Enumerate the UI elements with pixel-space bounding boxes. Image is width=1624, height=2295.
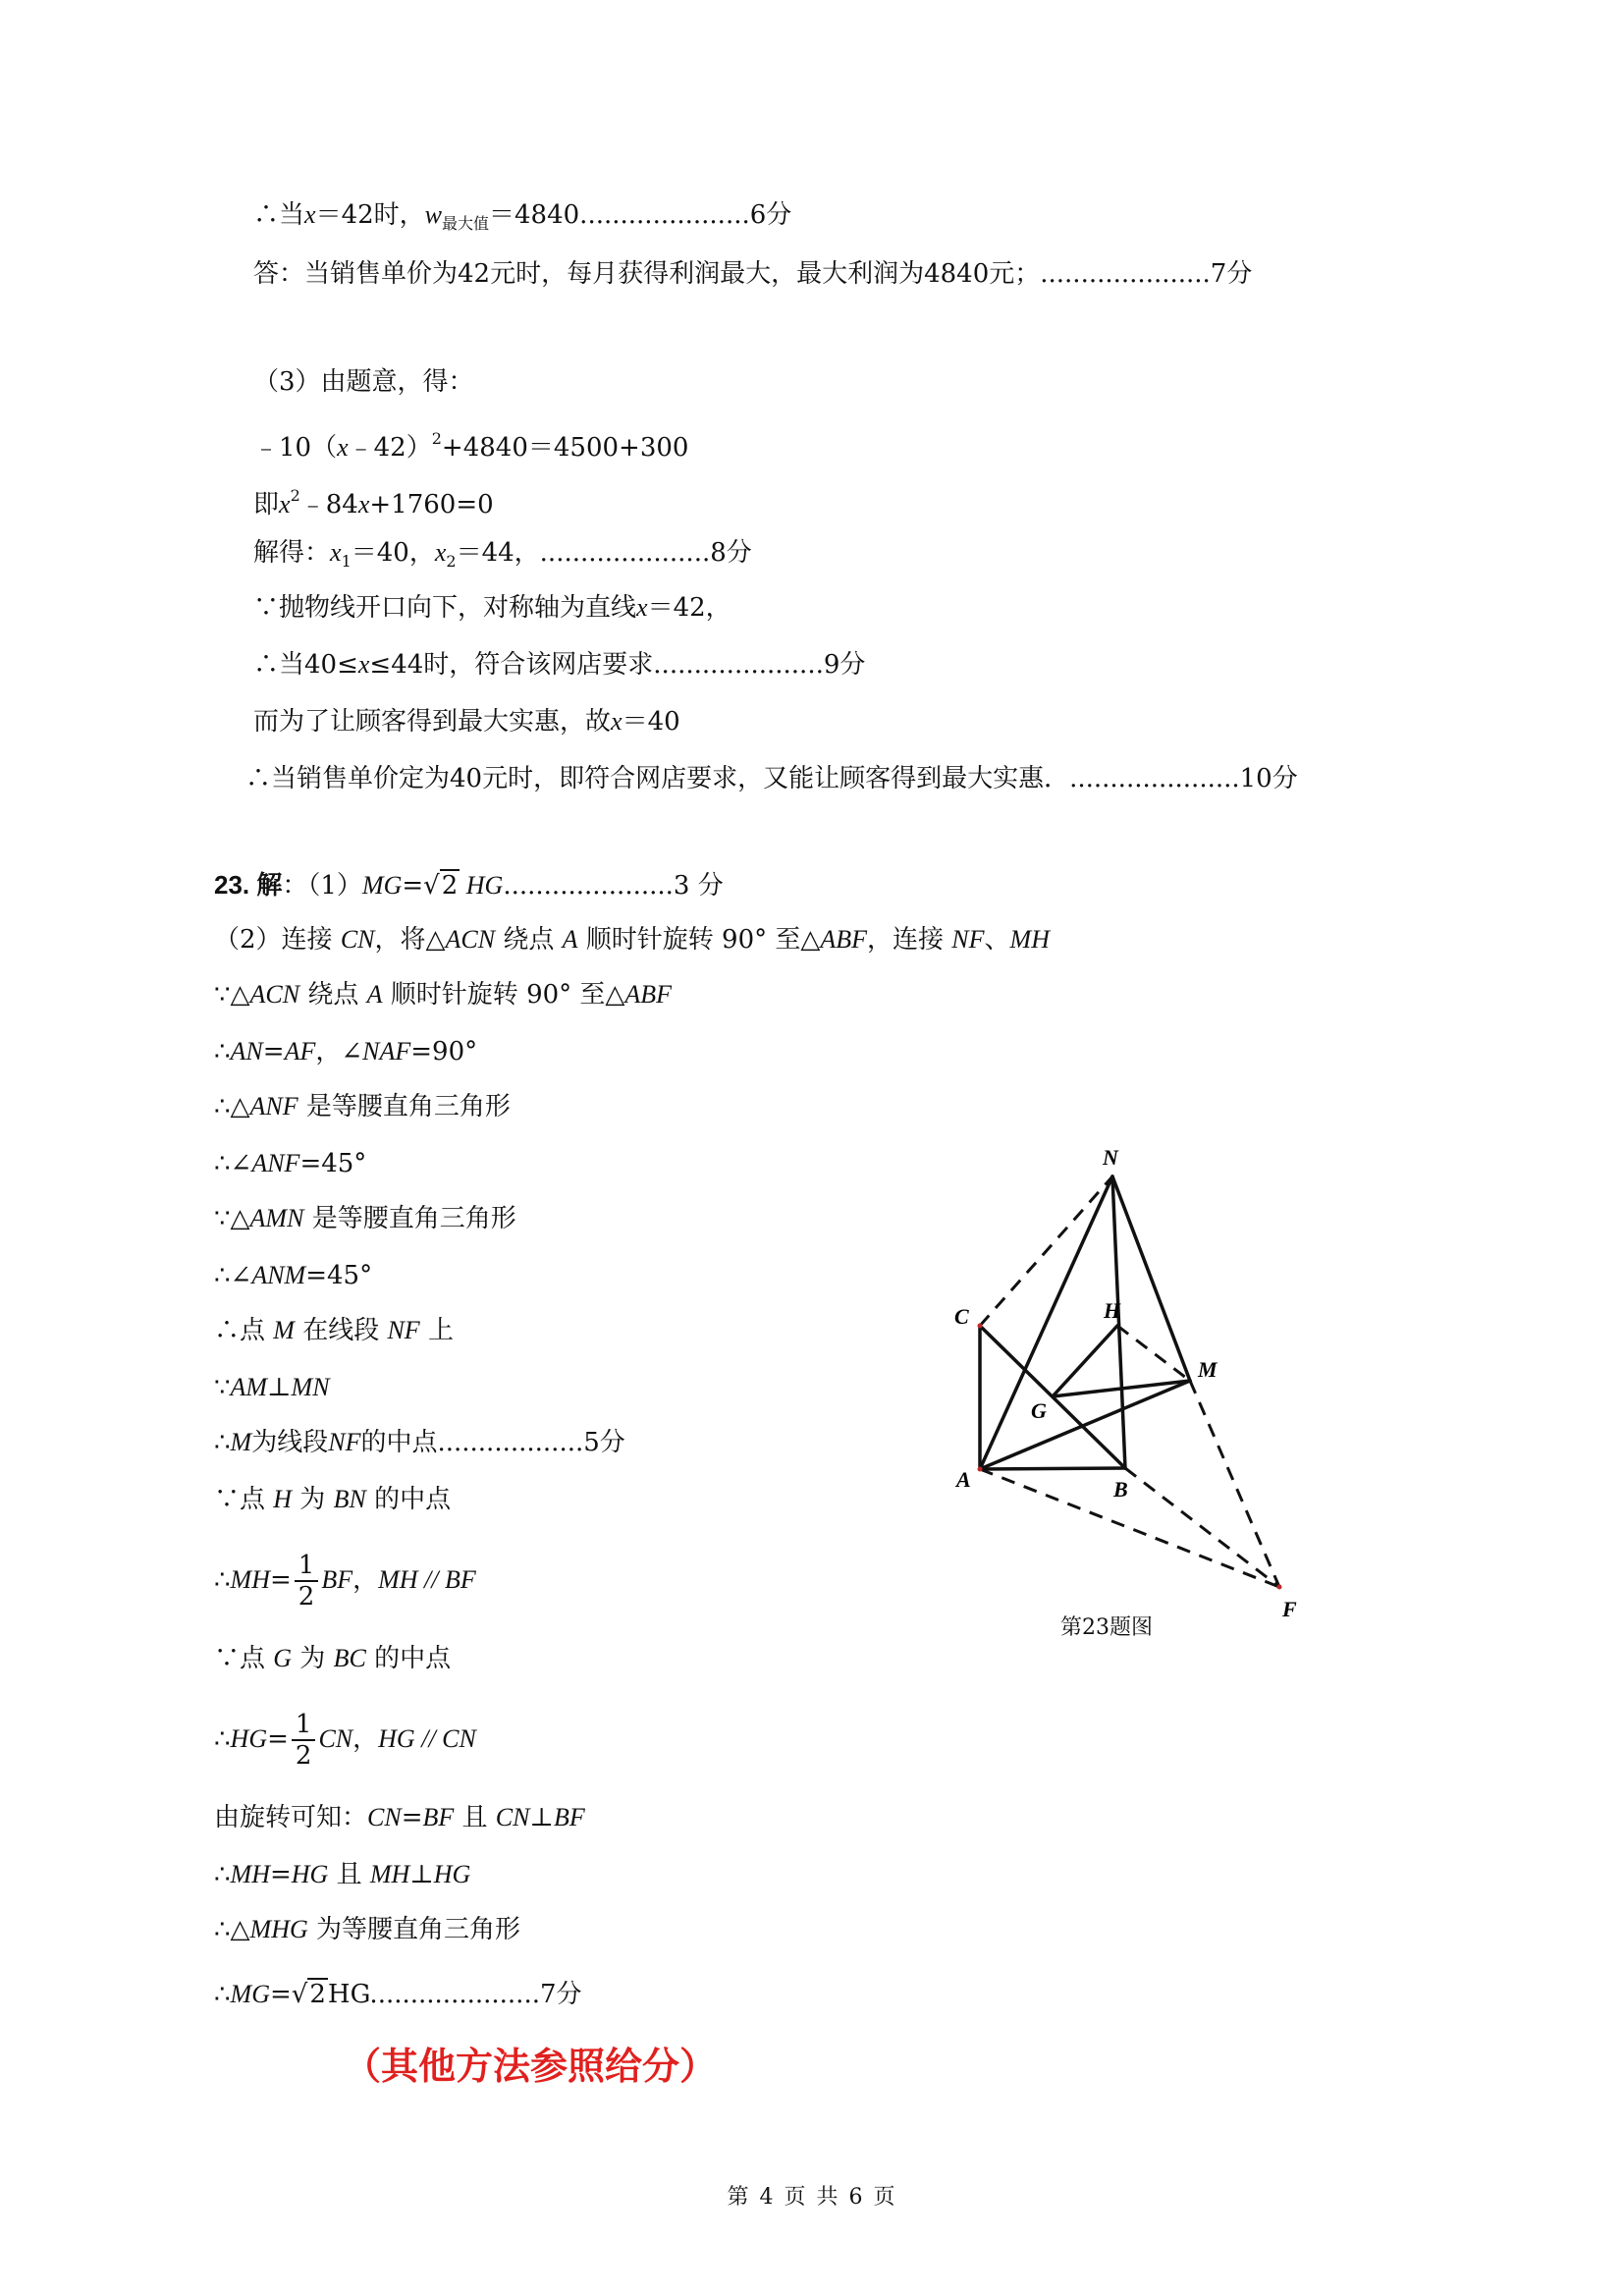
text: =90° xyxy=(410,1037,478,1066)
text: ＝42， xyxy=(647,593,731,623)
text: ⊥ xyxy=(529,1803,554,1832)
var-x: x xyxy=(337,433,349,462)
point-F xyxy=(1277,1585,1282,1590)
var: CN xyxy=(367,1803,402,1831)
var: MH xyxy=(378,1565,418,1594)
var: CN xyxy=(318,1724,353,1753)
text: 且 xyxy=(328,1860,370,1889)
text: ⊥ xyxy=(267,1373,292,1402)
text: 即 xyxy=(253,490,280,519)
numerator: 1 xyxy=(295,1551,319,1582)
var-x: x xyxy=(636,593,648,622)
fraction-half xyxy=(292,1710,316,1771)
text: ∴△ xyxy=(214,1092,250,1121)
var: AF xyxy=(284,1037,316,1066)
segment-GH xyxy=(1053,1326,1117,1396)
text: 、 xyxy=(984,925,1010,955)
label-C: C xyxy=(954,1304,969,1329)
var: MH xyxy=(369,1860,410,1888)
text: ，连接 xyxy=(867,925,952,955)
label-H: H xyxy=(1104,1298,1121,1323)
var: A xyxy=(366,980,383,1009)
segment-AF-dashed xyxy=(980,1469,1279,1587)
var: BF xyxy=(321,1565,353,1594)
text: ∴ xyxy=(214,1724,231,1754)
radicand: 2 xyxy=(441,871,459,901)
text: ∴ xyxy=(214,1037,231,1066)
q23-step1 xyxy=(214,923,1050,956)
var: CN xyxy=(340,925,375,954)
page-footer: 第 4 页 共 6 页 xyxy=(727,2185,897,2210)
text: = xyxy=(269,1860,292,1889)
text: 的中点 xyxy=(365,1485,452,1514)
sqrt-expr xyxy=(292,1978,328,2011)
text: ∴点 xyxy=(214,1316,274,1345)
text: +4840＝4500+300 xyxy=(441,433,689,463)
var: NF xyxy=(951,925,985,954)
segment-BF-dashed xyxy=(1125,1468,1279,1587)
label-F: F xyxy=(1282,1597,1297,1621)
text: （2）连接 xyxy=(214,925,341,955)
parallel-sign: // xyxy=(417,1565,445,1594)
var-x: x xyxy=(434,538,447,567)
q23-step14 xyxy=(214,1705,476,1774)
text: =45° xyxy=(305,1261,373,1290)
var: ACN xyxy=(249,980,300,1009)
text: ∵抛物线开口向下，对称轴为直线 xyxy=(253,593,637,623)
text: ∴ xyxy=(214,1980,231,2009)
var: ANF xyxy=(251,1149,300,1177)
var: CN xyxy=(442,1724,476,1753)
text: 是等腰直角三角形 xyxy=(303,1204,516,1233)
text: ∵点 xyxy=(214,1485,274,1514)
var: HG xyxy=(433,1860,471,1888)
text: 上 xyxy=(419,1316,454,1345)
text: ≤44时，符合该网店要求.....................9分 xyxy=(369,650,866,680)
numerator: 1 xyxy=(292,1710,316,1741)
var: M xyxy=(273,1316,295,1344)
text: 顺时针旋转 90° 至△ xyxy=(382,980,625,1010)
text: ﹣42） xyxy=(348,433,432,463)
var-x: x xyxy=(304,200,316,229)
var: BF xyxy=(445,1565,476,1594)
var: HG xyxy=(291,1860,329,1888)
var: HG xyxy=(378,1724,415,1753)
var: NAF xyxy=(362,1037,411,1066)
line-range xyxy=(253,648,865,682)
var: G xyxy=(273,1644,293,1672)
line-parabola xyxy=(253,591,731,625)
var: H xyxy=(273,1485,293,1513)
parallel-sign: // xyxy=(414,1724,443,1753)
q23-part1 xyxy=(214,868,724,902)
var: MG xyxy=(230,1980,270,2008)
var: NF xyxy=(328,1428,361,1456)
text: 在线段 xyxy=(294,1316,388,1345)
text: 绕点 xyxy=(299,980,367,1010)
text: = xyxy=(269,1565,292,1595)
text: ，∠ xyxy=(315,1037,363,1066)
text: = xyxy=(267,1724,289,1754)
text: ∴△ xyxy=(214,1915,250,1944)
text: ∴ xyxy=(214,1860,231,1889)
label-M: M xyxy=(1198,1357,1218,1382)
text: ∵点 xyxy=(214,1644,274,1673)
text: 为 xyxy=(292,1485,334,1514)
text: ＝40 xyxy=(622,707,680,737)
line-part3-intro: （3）由题意，得： xyxy=(253,367,474,397)
q23-step18 xyxy=(214,1978,582,2011)
subscript: 1 xyxy=(341,552,352,571)
text: ﹣84 xyxy=(299,490,358,519)
q23-step8 xyxy=(214,1314,454,1347)
var: MN xyxy=(291,1373,330,1401)
var: A xyxy=(562,925,578,954)
figure-caption: 第23题图 xyxy=(1060,1615,1153,1640)
var-x: x xyxy=(357,490,370,519)
text: 而为了让顾客得到最大实惠，故 xyxy=(253,707,612,737)
var: ACN xyxy=(445,925,496,954)
q23-step17 xyxy=(214,1913,520,1946)
radical-sign: √ xyxy=(291,1980,308,2009)
text: ∴当 xyxy=(253,200,305,230)
text: ∴ xyxy=(214,1428,231,1457)
text: +1760=0 xyxy=(369,490,494,519)
text: = xyxy=(401,1803,423,1832)
text: =45° xyxy=(299,1149,367,1178)
sqrt-expr xyxy=(423,869,460,902)
text: = xyxy=(402,871,424,901)
text: ＝4840.....................6分 xyxy=(489,200,792,230)
var: BF xyxy=(422,1803,455,1831)
segment-NM xyxy=(1112,1176,1190,1381)
text: ⊥ xyxy=(409,1860,434,1889)
subscript: 最大值 xyxy=(442,214,490,233)
text: 为线段 xyxy=(251,1428,329,1457)
var: ANM xyxy=(251,1261,306,1289)
text: ∵ xyxy=(214,1373,231,1402)
q23-step6 xyxy=(214,1202,516,1235)
var-x: x xyxy=(330,538,342,567)
segment-AB xyxy=(980,1468,1125,1469)
text: 由旋转可知： xyxy=(214,1803,368,1832)
question-number: 23. 解 xyxy=(214,870,283,900)
q23-step2 xyxy=(214,978,672,1011)
text: 是等腰直角三角形 xyxy=(298,1092,511,1121)
text: ∵△ xyxy=(214,1204,250,1233)
var: NF xyxy=(387,1316,420,1344)
text: ∴∠ xyxy=(214,1261,252,1290)
var: BN xyxy=(333,1485,366,1513)
var: AM xyxy=(230,1373,268,1401)
q23-step16 xyxy=(214,1858,470,1891)
text: 顺时针旋转 90° 至△ xyxy=(577,925,821,955)
line-choice xyxy=(253,705,680,738)
label-N: N xyxy=(1103,1145,1118,1170)
var: MH xyxy=(1009,925,1050,954)
text: ， xyxy=(352,1565,379,1595)
q23-step10 xyxy=(214,1426,625,1459)
var: MH xyxy=(230,1565,270,1594)
text: ＝42时， xyxy=(315,200,425,230)
radical-sign: √ xyxy=(423,871,440,901)
text: ＝44，.....................8分 xyxy=(456,538,752,568)
var: BF xyxy=(553,1803,585,1831)
var: HG xyxy=(460,871,504,900)
text: ∴∠ xyxy=(214,1149,252,1178)
q23-step11 xyxy=(214,1483,451,1516)
denominator: 2 xyxy=(295,1741,312,1771)
var: HG xyxy=(230,1724,268,1753)
text: 为 xyxy=(292,1644,334,1673)
point-A xyxy=(978,1467,983,1472)
segment-CN-dashed xyxy=(980,1176,1112,1326)
text: ﹣10（ xyxy=(253,433,338,463)
text: ∴当40≤ xyxy=(253,650,358,680)
geometry-figure xyxy=(923,1129,1316,1640)
line-answer: 答：当销售单价为42元时，每月获得利润最大，最大利润为4840元；.....................7分 xyxy=(253,259,1253,289)
var: BC xyxy=(333,1644,366,1672)
q23-step12 xyxy=(214,1546,476,1614)
label-B: B xyxy=(1113,1477,1128,1502)
q23-step3 xyxy=(214,1035,477,1068)
var: ANF xyxy=(249,1092,298,1120)
other-methods-note: （其他方法参照给分） xyxy=(344,2044,718,2088)
line-equation xyxy=(253,422,688,464)
var: ABF xyxy=(624,980,673,1009)
subscript: 2 xyxy=(446,552,457,571)
text: = xyxy=(269,1980,292,2009)
var-x: x xyxy=(357,650,370,679)
label-G: G xyxy=(1031,1398,1047,1423)
var: AN xyxy=(230,1037,263,1066)
denominator: 2 xyxy=(298,1582,315,1612)
var-w: w xyxy=(424,200,442,229)
text: 的中点 xyxy=(365,1644,452,1673)
text: HG.....................7分 xyxy=(327,1980,582,2009)
q23-step9 xyxy=(214,1371,330,1404)
superscript: 2 xyxy=(431,429,442,448)
var: M xyxy=(230,1428,252,1456)
q23-step15 xyxy=(214,1801,585,1834)
var: ABF xyxy=(820,925,868,954)
var: MHG xyxy=(249,1915,308,1943)
text: ∵△ xyxy=(214,980,250,1010)
q23-step7 xyxy=(214,1259,372,1292)
text: 且 xyxy=(454,1803,496,1832)
text: ， xyxy=(352,1724,379,1754)
text: ：（1） xyxy=(282,871,362,901)
line-quadratic xyxy=(253,479,494,521)
line-solutions xyxy=(253,536,752,578)
var: MH xyxy=(230,1860,270,1888)
line-max-profit xyxy=(253,198,791,241)
text: 为等腰直角三角形 xyxy=(307,1915,521,1944)
q23-step13 xyxy=(214,1642,451,1675)
q23-step4 xyxy=(214,1090,511,1123)
var: CN xyxy=(495,1803,530,1831)
text: 绕点 xyxy=(495,925,563,955)
var-x: x xyxy=(279,490,291,519)
q23-step5 xyxy=(214,1147,366,1180)
superscript: 2 xyxy=(290,486,300,505)
var: MG xyxy=(361,871,403,900)
label-A: A xyxy=(956,1467,971,1492)
text: ，将△ xyxy=(374,925,446,955)
var-x: x xyxy=(611,707,623,736)
text: 的中点..................5分 xyxy=(360,1428,625,1457)
var: AMN xyxy=(249,1204,304,1232)
text: = xyxy=(262,1037,285,1066)
point-C xyxy=(978,1324,983,1329)
text: .....................3 分 xyxy=(503,871,724,901)
segment-AN xyxy=(980,1176,1112,1469)
text: 解得： xyxy=(253,538,331,568)
line-conclusion: ∴当销售单价定为40元时，即符合网店要求，又能让顾客得到最大实惠．.....................10分 xyxy=(245,764,1298,793)
radicand: 2 xyxy=(309,1980,326,2009)
text: ∴ xyxy=(214,1565,231,1595)
text: ＝40， xyxy=(351,538,435,568)
fraction-half xyxy=(295,1551,319,1612)
